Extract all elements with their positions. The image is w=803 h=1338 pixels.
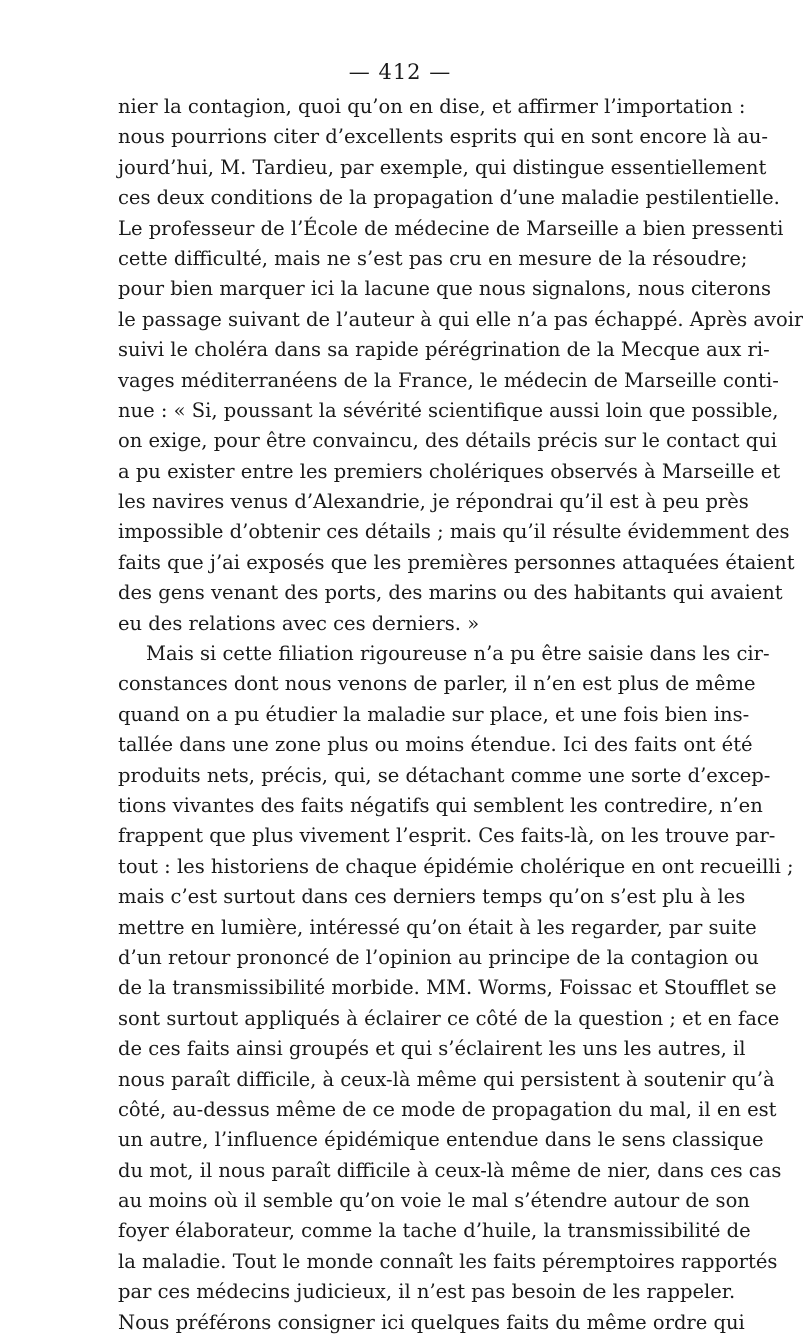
text-line: on exige, pour être convaincu, des détails précis sur le contact qui — [118, 429, 778, 453]
text-line: nous pourrions citer d’excellents esprits qui en sont encore là au- — [118, 125, 768, 149]
text-line: d’un retour prononcé de l’opinion au principe de la contagion ou — [118, 945, 759, 969]
text-line: la maladie. Tout le monde connaît les faits péremptoires rapportés — [118, 1249, 778, 1273]
body-text — [118, 92, 803, 1338]
text-line: de la transmissibilité morbide. MM. Worms, Foissac et Stoufflet se — [118, 976, 777, 1000]
text-line: par ces médecins judicieux, il n’est pas besoin de les rappeler. — [118, 1280, 736, 1304]
text-line: produits nets, précis, qui, se détachant comme une sorte d’excep- — [118, 763, 771, 787]
text-line: foyer élaborateur, comme la tache d’huile, la transmissibilité de — [118, 1219, 751, 1243]
text-line: côté, au-dessus même de ce mode de propagation du mal, il en est — [118, 1097, 777, 1121]
text-line: vages méditerranéens de la France, le médecin de Marseille conti- — [118, 368, 779, 392]
text-line: du mot, il nous paraît difficile à ceux-là même de nier, dans ces cas — [118, 1158, 782, 1182]
text-line: suivi le choléra dans sa rapide pérégrination de la Mecque aux ri- — [118, 338, 770, 362]
text-line: ces deux conditions de la propagation d’une maladie pestilentielle. — [118, 186, 780, 210]
text-line: frappent que plus vivement l’esprit. Ces faits-là, on les trouve par- — [118, 824, 776, 848]
text-line: tions vivantes des faits négatifs qui semblent les contredire, n’en — [118, 793, 763, 817]
text-line: les navires venus d’Alexandrie, je répondrai qu’il est à peu près — [118, 490, 749, 514]
text-line: jourd’hui, M. Tardieu, par exemple, qui distingue essentiellement — [118, 155, 767, 179]
page-number: — 412 — — [348, 60, 452, 84]
text-line: Le professeur de l’École de médecine de Marseille a bien pressenti — [118, 216, 784, 240]
text-line: impossible d’obtenir ces détails ; mais qu’il résulte évidemment des — [118, 520, 790, 544]
text-line: mais c’est surtout dans ces derniers temps qu’on s’est plu à les — [118, 885, 746, 909]
text-line: mettre en lumière, intéressé qu’on était à les regarder, par suite — [118, 915, 757, 939]
text-line: quand on a pu étudier la maladie sur place, et une fois bien ins- — [118, 702, 750, 726]
text-line: au moins où il semble qu’on voie le mal s’étendre autour de son — [118, 1189, 750, 1213]
text-line: le passage suivant de l’auteur à qui elle n’a pas échappé. Après avoir — [118, 307, 803, 331]
text-line: a pu exister entre les premiers cholériques observés à Marseille et — [118, 459, 781, 483]
text-line: Nous préférons consigner ici quelques faits du même ordre qui — [118, 1310, 745, 1334]
text-line: nue : « Si, poussant la sévérité scientifique aussi loin que possible, — [118, 398, 779, 422]
text-line: faits que j’ai exposés que les premières personnes attaquées étaient — [118, 550, 795, 574]
text-line: constances dont nous venons de parler, il n’en est plus de même — [118, 672, 756, 696]
text-line: tallée dans une zone plus ou moins étendue. Ici des faits ont été — [118, 733, 753, 757]
text-line: tout : les historiens de chaque épidémie cholérique en ont recueilli ; — [118, 854, 794, 878]
text-line: un autre, l’influence épidémique entendue dans le sens classique — [118, 1128, 764, 1152]
text-line: eu des relations avec ces derniers. » — [118, 611, 480, 635]
text-line: de ces faits ainsi groupés et qui s’éclairent les uns les autres, il — [118, 1037, 746, 1061]
text-line: Mais si cette filiation rigoureuse n’a pu être saisie dans les cir- — [146, 642, 770, 666]
text-line: des gens venant des ports, des marins ou des habitants qui avaient — [118, 581, 783, 605]
text-line: nier la contagion, quoi qu’on en dise, et affirmer l’importation : — [118, 95, 746, 118]
text-line: nous paraît difficile, à ceux-là même qui persistent à soutenir qu’à — [118, 1067, 775, 1091]
text-line: pour bien marquer ici la lacune que nous signalons, nous citerons — [118, 277, 772, 301]
text-line: sont surtout appliqués à éclairer ce côté de la question ; et en face — [118, 1006, 780, 1030]
text-line: cette difficulté, mais ne s’est pas cru en mesure de la résoudre; — [118, 246, 748, 270]
